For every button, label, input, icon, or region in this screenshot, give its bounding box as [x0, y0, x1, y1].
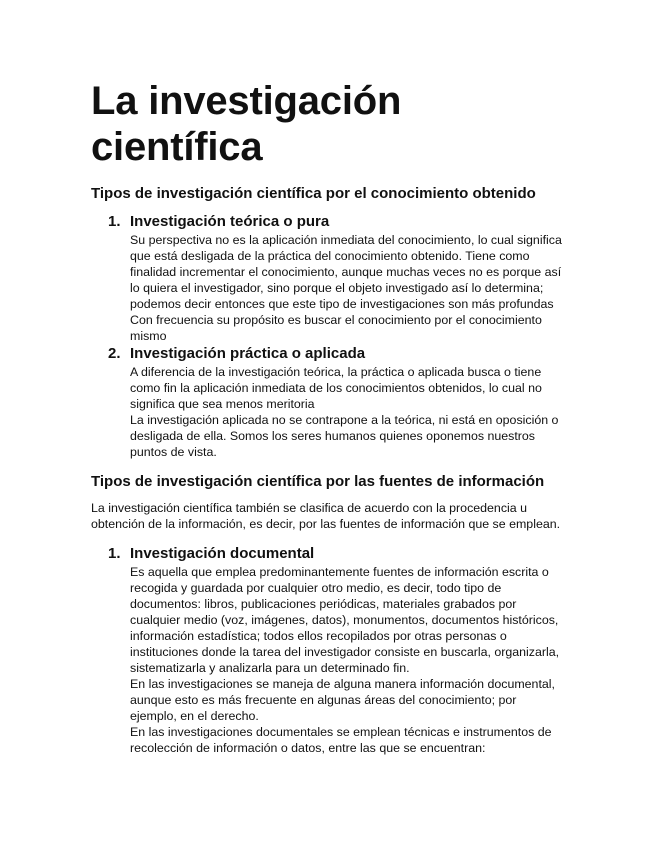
list-item — [91, 212, 571, 344]
section-heading-knowledge: Tipos de investigación científica por el conocimiento obtenido — [91, 185, 536, 202]
section-heading-sources: Tipos de investigación científica por las fuentes de información — [91, 473, 545, 490]
list-item-title: Investigación documental — [130, 545, 315, 562]
paragraph: Es aquella que emplea predominantemente fuentes de información escrita o recogida y guardada por cualquier otro medio, es decir, todo tipo de documentos: libros, publicaciones periódicas, materiales grabados por cualquier medio (voz, imágenes, datos), monumentos, documentos históricos, información estadística; todos ellos recopilados por otras personas o instituciones donde la tarea del investigador consiste en buscarla, organizarla, sistematizarla y analizarla para un determinado fin. — [130, 565, 560, 675]
ordered-list-knowledge-types — [91, 212, 571, 460]
paragraph: Su perspectiva no es la aplicación inmediata del conocimiento, lo cual significa que está desligada de la práctica del conocimiento obtenido. Tiene como finalidad incrementar el conocimiento, aunque muchas veces no es porque así lo quiera el investigador, sino porque el objeto investigado así lo determina; podemos decir entonces que este tipo de investigaciones son más profundas — [130, 233, 562, 311]
paragraph: En las investigaciones se maneja de alguna manera información documental, aunque esto es más frecuente en algunas áreas del conocimiento; por ejemplo, en el derecho. — [130, 677, 555, 723]
list-item — [91, 344, 571, 460]
section-intro: La investigación científica también se clasifica de acuerdo con la procedencia u obtención de la información, es decir, por las fuentes de información que se emplean. — [91, 501, 561, 531]
paragraph: En las investigaciones documentales se emplean técnicas e instrumentos de recolección de información o datos, entre las que se encuentran: — [130, 725, 552, 755]
list-number: 1. — [108, 545, 121, 562]
ordered-list-source-types — [91, 544, 571, 756]
paragraph: A diferencia de la investigación teórica, la práctica o aplicada busca o tiene como fin la aplicación inmediata de los conocimientos obtenidos, lo cual no significa que sea menos meritoria — [130, 365, 542, 411]
paragraph: Con frecuencia su propósito es buscar el conocimiento por el conocimiento mismo — [130, 313, 542, 343]
list-item — [91, 544, 571, 756]
document-page — [91, 78, 571, 756]
list-item-title: Investigación teórica o pura — [130, 213, 330, 230]
page-title: La investigación científica — [91, 79, 402, 169]
paragraph: La investigación aplicada no se contrapone a la teórica, ni está en oposición o desligada de ella. Somos los seres humanos quienes oponemos nuestros puntos de vista. — [130, 413, 559, 459]
list-number: 2. — [108, 345, 121, 362]
list-item-title: Investigación práctica o aplicada — [130, 345, 366, 362]
list-number: 1. — [108, 213, 121, 230]
